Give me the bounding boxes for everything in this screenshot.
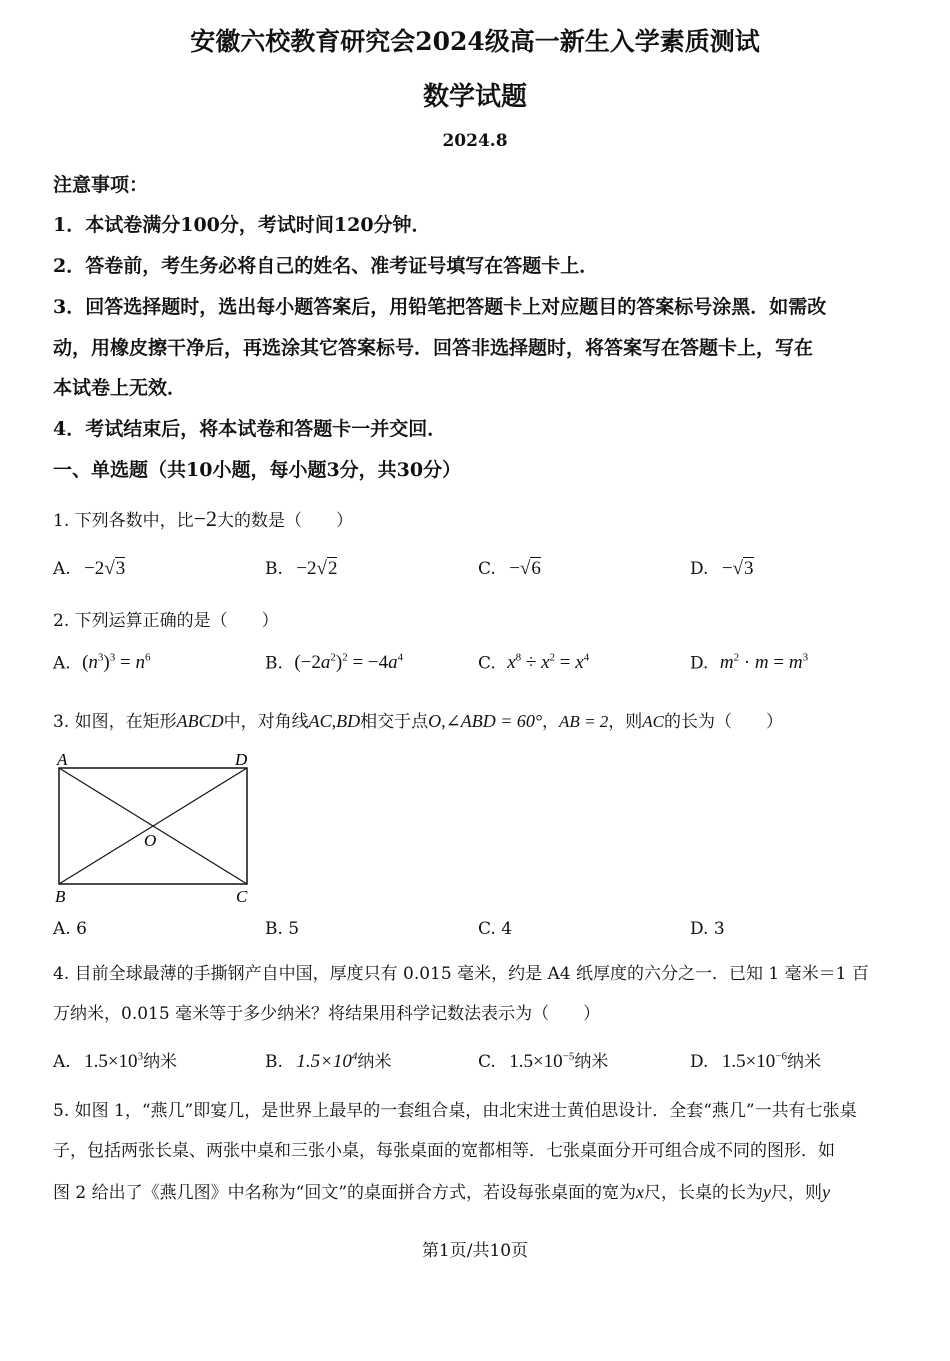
vertex-label-a: A bbox=[57, 750, 68, 769]
question-5-line-1: 5. 如图 1，“燕几”即宴几，是世界上最早的一套组合桌，由北宋进士黄伯思设计．全套“燕几”一共有七张桌 bbox=[53, 1101, 857, 1121]
vertex-label-b: B bbox=[55, 887, 66, 906]
q5-y-end: y bbox=[822, 1182, 831, 1202]
q1-c-coef: − bbox=[509, 558, 520, 579]
q3-abcd: ABCD bbox=[176, 711, 224, 731]
q4-b-label: B. bbox=[265, 1052, 283, 1072]
q1-number: −2 bbox=[193, 506, 218, 531]
q4-c-unit: 纳米 bbox=[574, 1052, 609, 1072]
q1-text-b: 大的数是（ ） bbox=[217, 511, 354, 531]
question-2: 2. 下列运算正确的是（ ） bbox=[53, 611, 279, 631]
q3-option-c: C. 4 bbox=[478, 919, 513, 939]
q3-option-b: B. 5 bbox=[265, 919, 300, 939]
q3-option-d: D. 3 bbox=[690, 919, 725, 939]
q4-option-a: A. $1.5\times 10^3$纳米 bbox=[53, 1050, 178, 1072]
q4-d-label: D. bbox=[690, 1052, 709, 1072]
question-5-line-3 bbox=[53, 1178, 830, 1203]
q1-a-label: A. bbox=[53, 559, 71, 579]
page-footer: 第1页/共10页 bbox=[421, 1241, 529, 1261]
q1-option-a: A. −2√3 bbox=[53, 558, 126, 579]
q2-option-c: C. $x^8 \div x^2 = x^4$ bbox=[478, 652, 590, 674]
question-1 bbox=[53, 506, 353, 532]
q2-c-label: C. bbox=[478, 653, 496, 674]
q3-text-f: 的长为（ ） bbox=[664, 712, 784, 732]
q3-option-a: A. 6 bbox=[53, 919, 87, 939]
q2-a-label: A. bbox=[53, 653, 71, 674]
note-line-4: 4．考试结束后，将本试卷和答题卡一并交回． bbox=[53, 418, 447, 440]
q3-ab: AB = 2 bbox=[559, 712, 609, 731]
q4-option-d: D. $1.5\times 10^{-6}$纳米 bbox=[690, 1050, 822, 1072]
question-5-line-2: 子，包括两张长桌、两张中桌和三张小桌，每张桌面的宽都相等．七张桌面分开可组合成不同的图形．如 bbox=[53, 1141, 835, 1161]
q1-b-rad: 2 bbox=[327, 558, 338, 579]
q4-option-b: B. $1.5\times 10^4$纳米 bbox=[265, 1050, 392, 1072]
q1-c-label: C. bbox=[478, 559, 496, 579]
q5-x: x bbox=[636, 1182, 645, 1202]
q4-a-label: A. bbox=[53, 1052, 71, 1072]
q3-angle: O,∠ABD = 60° bbox=[428, 711, 543, 731]
center-label-o: O bbox=[144, 831, 157, 850]
section-heading: 一、单选题（共10小题，每小题3分，共30分） bbox=[53, 459, 462, 481]
notes-heading: 注意事项： bbox=[53, 174, 149, 196]
q3-text-d: ， bbox=[542, 712, 560, 732]
note-line-3-end: 本试卷上无效． bbox=[53, 377, 187, 399]
q1-b-label: B. bbox=[265, 559, 283, 579]
q1-a-rad: 3 bbox=[115, 558, 126, 579]
q3-ac: AC bbox=[642, 712, 665, 731]
q1-option-d: D. −√3 bbox=[690, 558, 754, 579]
q4-d-unit: 纳米 bbox=[787, 1052, 822, 1072]
note-line-3-cont: 动，用橡皮擦干净后，再选涂其它答案标号．回答非选择题时，将答案写在答题卡上，写在 bbox=[53, 337, 814, 359]
q4-b-unit: 纳米 bbox=[357, 1052, 392, 1072]
q1-c-rad: 6 bbox=[531, 558, 541, 579]
q3-text-b: 中，对角线 bbox=[223, 712, 309, 732]
q1-text-a: 1. 下列各数中，比 bbox=[53, 511, 194, 531]
question-4-line-1: 4. 目前全球最薄的手撕钢产自中国，厚度只有 0.015 毫米，约是 A4 纸厚度的六分之一．已知 1 毫米＝1 百 bbox=[53, 964, 869, 984]
q3-acbd: AC,BD bbox=[308, 711, 361, 731]
q5-line3-a: 图 2 给出了《燕几图》中名称为“回文”的桌面拼合方式，若设每张桌面的宽为 bbox=[53, 1183, 637, 1203]
q2-option-d: D. $m^2 \cdot m = m^3$ bbox=[690, 652, 809, 674]
rectangle-figure bbox=[50, 748, 260, 908]
note-line-2: 2．答卷前，考生务必将自己的姓名、准考证号填写在答题卡上． bbox=[53, 255, 599, 277]
q1-option-b: B. −2√2 bbox=[265, 558, 338, 579]
q4-c-label: C. bbox=[478, 1052, 496, 1072]
q5-line3-c: 尺，则 bbox=[771, 1183, 823, 1203]
q2-b-label: B. bbox=[265, 653, 283, 674]
q1-option-c: C. −√6 bbox=[478, 558, 541, 579]
q5-line3-b: 尺，长桌的长为 bbox=[644, 1183, 764, 1203]
q4-a-unit: 纳米 bbox=[143, 1052, 178, 1072]
q1-d-rad: 3 bbox=[744, 558, 754, 579]
q1-d-coef: − bbox=[721, 558, 733, 579]
q4-option-c: C. $1.5\times 10^{-5}$纳米 bbox=[478, 1050, 609, 1072]
q3-text-a: 3. 如图，在矩形 bbox=[53, 712, 177, 732]
exam-title: 安徽六校教育研究会2024级高一新生入学素质测试 bbox=[190, 27, 760, 56]
q3-text-e: ，则 bbox=[608, 712, 643, 732]
q1-b-coef: −2 bbox=[296, 558, 317, 579]
question-3 bbox=[53, 707, 783, 732]
note-line-3: 3．回答选择题时，选出每小题答案后，用铅笔把答题卡上对应题目的答案标号涂黑．如需改 bbox=[53, 296, 827, 318]
exam-subtitle: 数学试题 bbox=[422, 82, 527, 112]
q1-d-label: D. bbox=[690, 559, 709, 579]
vertex-label-c: C bbox=[236, 887, 248, 906]
exam-date: 2024.8 bbox=[442, 131, 508, 151]
q2-d-label: D. bbox=[690, 653, 709, 674]
q5-y: y bbox=[763, 1182, 772, 1202]
q2-option-a: A. $(n^3)^3 = n^6$ bbox=[53, 652, 151, 674]
note-line-1: 1．本试卷满分100分，考试时间120分钟． bbox=[53, 214, 431, 236]
vertex-label-d: D bbox=[235, 750, 248, 769]
q3-text-c: 相交于点 bbox=[360, 712, 429, 732]
q1-a-coef: −2 bbox=[84, 558, 105, 579]
question-4-line-2: 万纳米，0.015 毫米等于多少纳米？将结果用科学记数法表示为（ ） bbox=[53, 1004, 601, 1024]
q2-option-b: B. $(-2a^2)^2 = -4a^4$ bbox=[265, 652, 404, 674]
